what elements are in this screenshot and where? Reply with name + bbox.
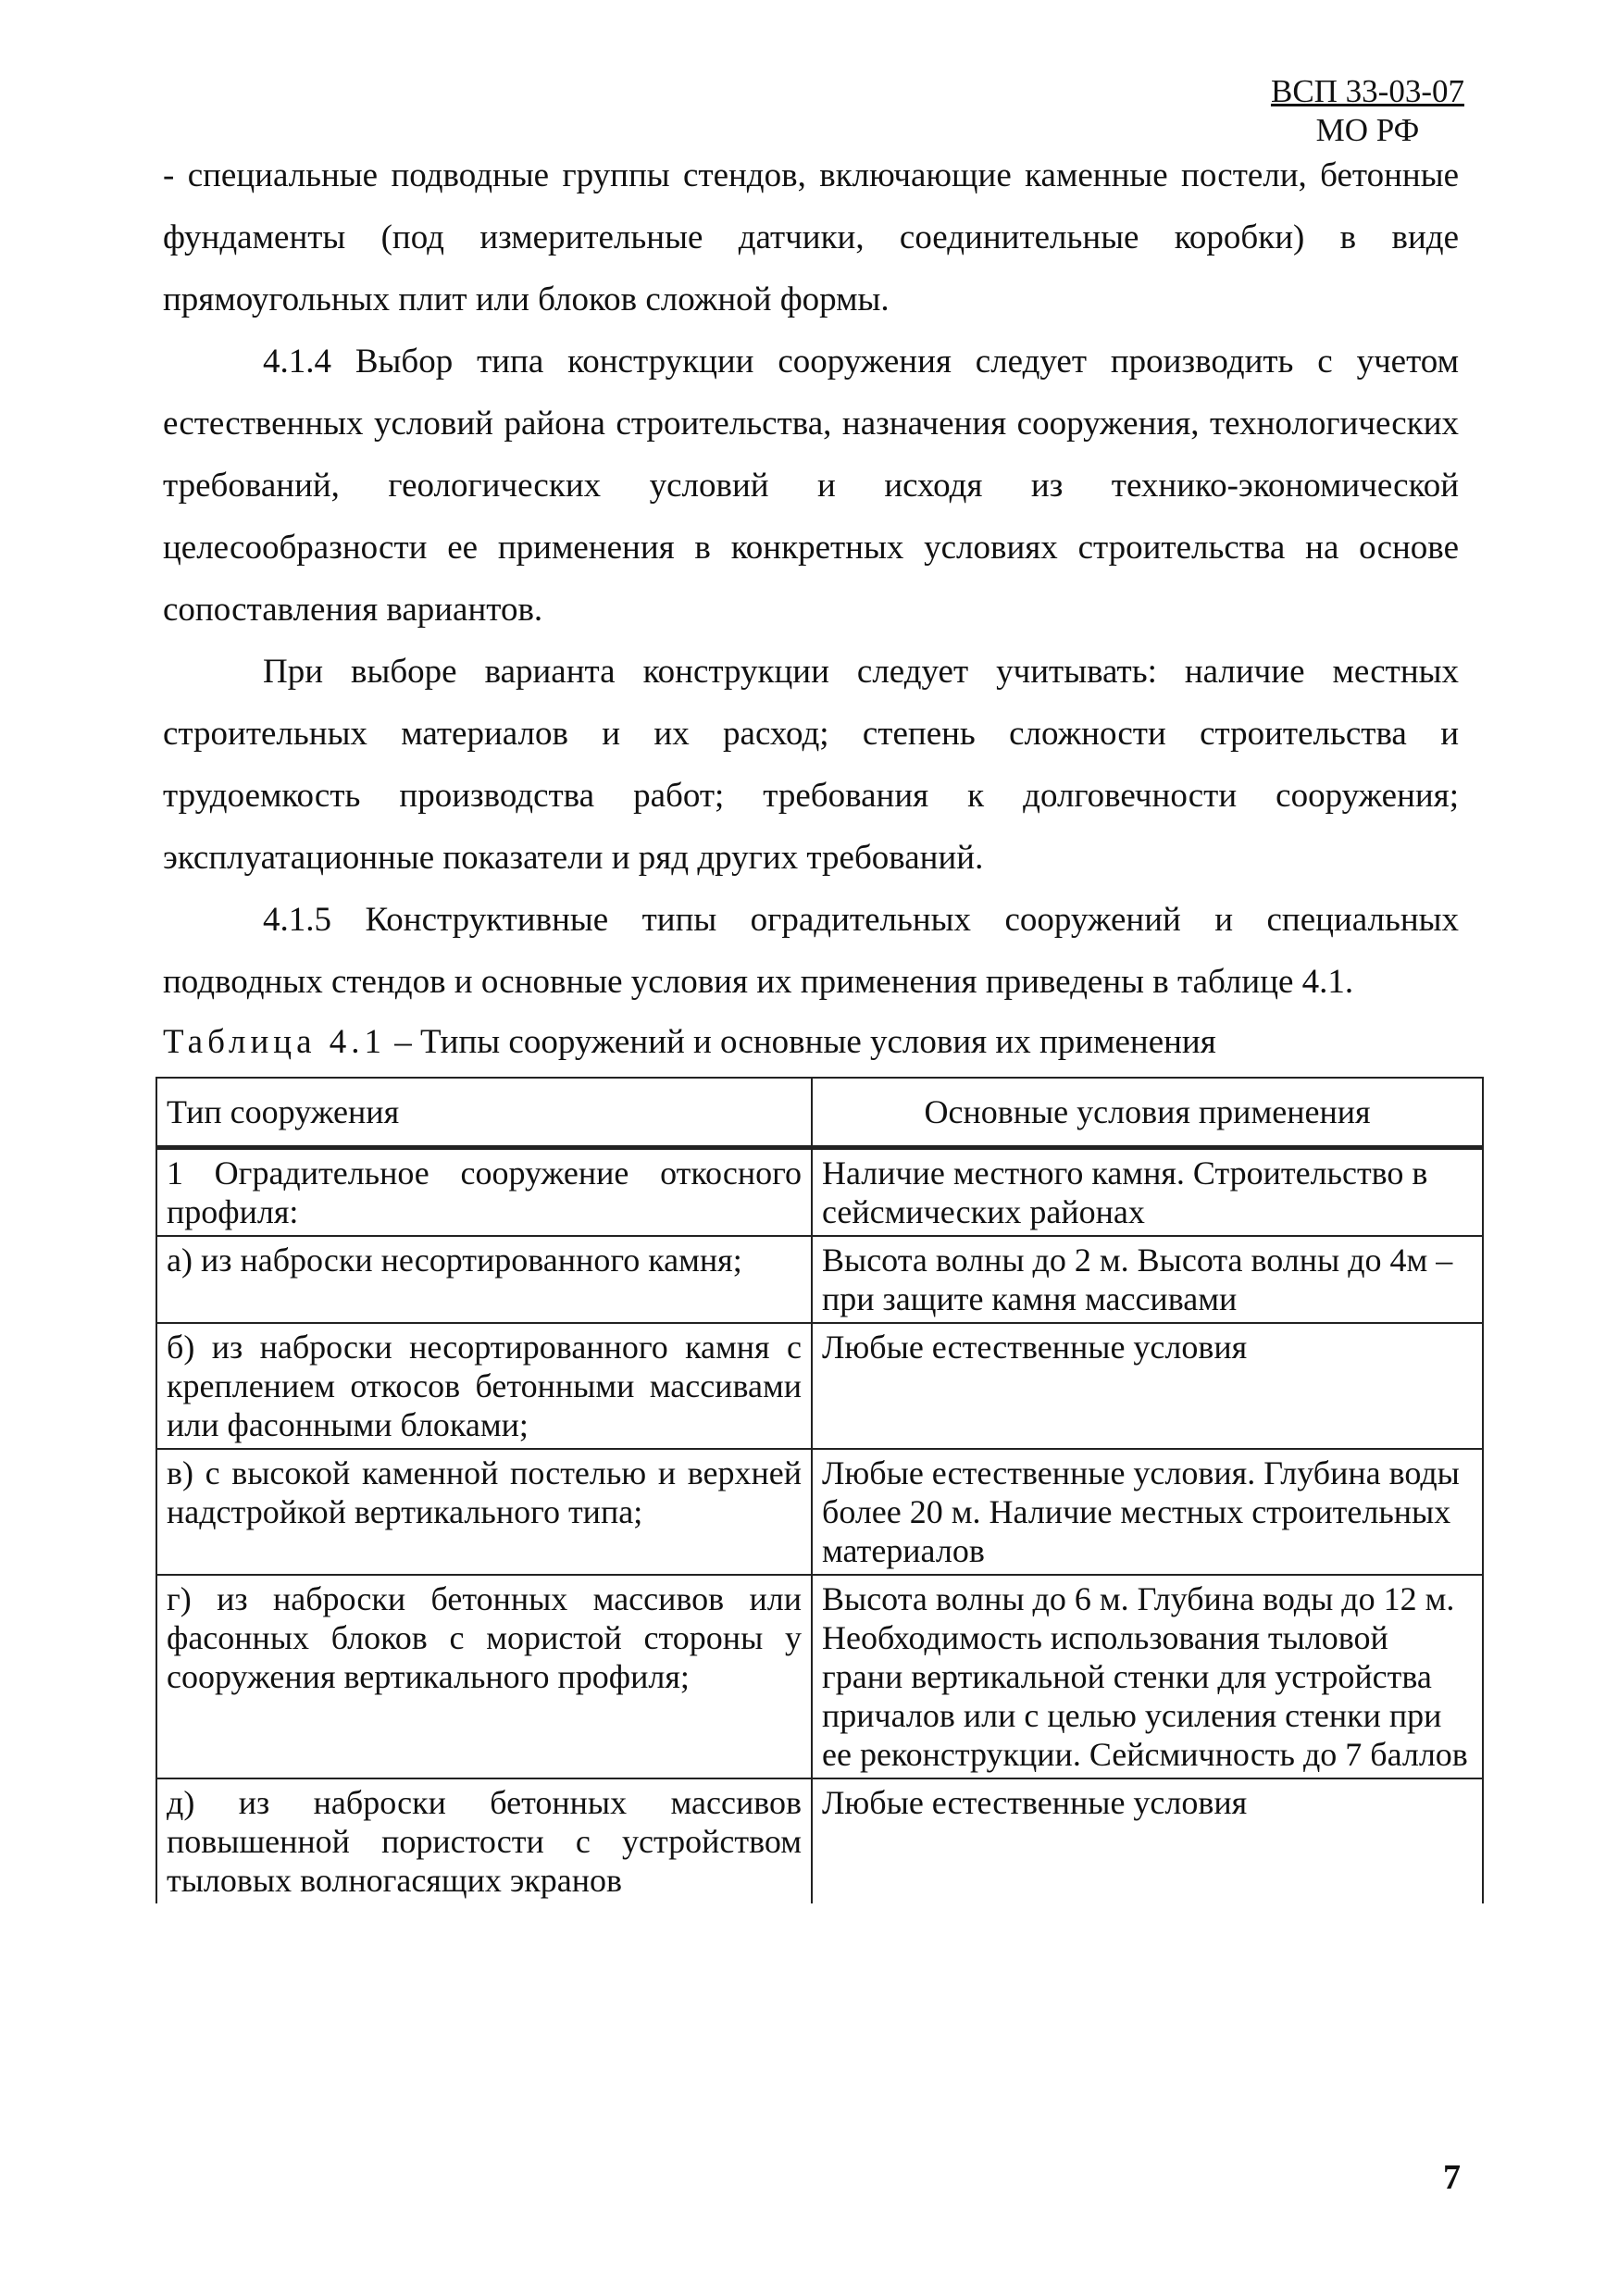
cell-structure-type: 1 Оградительное сооружение откосного профиля: <box>156 1148 812 1237</box>
paragraph-variant-choice: При выборе варианта конструкции следует учитывать: наличие местных строительных материалов и их расход; степень сложности строительства и трудоемкость производства работ; требования к долговечности сооружения; эксплуатационные показатели и ряд других требований. <box>163 653 1459 877</box>
cell-conditions: Высота волны до 2 м. Высота волны до 4м – при защите камня массивами <box>812 1236 1483 1323</box>
cell-conditions: Любые естественные условия. Глубина воды более 20 м. Наличие местных строительных материалов <box>812 1449 1483 1575</box>
cell-conditions: Наличие местного камня. Строительство в сейсмических районах <box>812 1148 1483 1237</box>
table-row <box>156 1575 1483 1778</box>
table-header-row <box>156 1078 1483 1148</box>
table-row <box>156 1148 1483 1237</box>
table-row <box>156 1778 1483 1903</box>
page-number: 7 <box>1443 2158 1461 2197</box>
structure-types-table <box>156 1077 1484 1903</box>
header-structure-type: Тип сооружения <box>156 1078 812 1148</box>
header-main-conditions: Основные условия применения <box>812 1078 1483 1148</box>
table-row <box>156 1323 1483 1449</box>
document-code: ВСП 33-03-07 <box>1270 73 1464 109</box>
table-caption-text: – Типы сооружений и основные условия их применения <box>386 1023 1216 1061</box>
cell-structure-type: б) из наброски несортированного камня с креплением откосов бетонными массивами или фасонными блоками; <box>156 1323 812 1449</box>
document-header <box>1271 72 1464 150</box>
cell-structure-type: д) из наброски бетонных массивов повышенной пористости с устройством тыловых волногасящих экранов <box>156 1778 812 1903</box>
paragraph-4-1-4: 4.1.4 Выбор типа конструкции сооружения следует производить с учетом естественных условий района строительства, назначения сооружения, технологических требований, геологических условий и исходя из технико-экономической целесообразности ее применения в конкретных условиях строительства на основе сопоставления вариантов. <box>163 343 1459 629</box>
cell-conditions: Высота волны до 6 м. Глубина воды до 12 м. Необходимость использования тыловой грани вертикальной стенки для устройства причалов или с целью усиления стенки при ее реконструкции. Сейсмичность до 7 баллов <box>812 1575 1483 1778</box>
cell-conditions: Любые естественные условия <box>812 1323 1483 1449</box>
cell-structure-type: г) из наброски бетонных массивов или фасонных блоков с мористой стороны у сооружения вертикального профиля; <box>156 1575 812 1778</box>
cell-conditions: Любые естественные условия <box>812 1778 1483 1903</box>
document-organization: МО РФ <box>1315 112 1420 148</box>
cell-structure-type: а) из наброски несортированного камня; <box>156 1236 812 1323</box>
body-text <box>163 144 1459 1072</box>
table-row <box>156 1236 1483 1323</box>
cell-structure-type: в) с высокой каменной постелью и верхней надстройкой вертикального типа; <box>156 1449 812 1575</box>
paragraph-4-1-5: 4.1.5 Конструктивные типы оградительных сооружений и специальных подводных стендов и основные условия их применения приведены в таблице 4.1. <box>163 901 1459 1001</box>
table-caption <box>163 1013 1459 1072</box>
table-caption-label: Таблица 4.1 <box>163 1023 386 1061</box>
paragraph-special-stands: - специальные подводные группы стендов, включающие каменные постели, бетонные фундаменты (под измерительные датчики, соединительные коробки) в виде прямоугольных плит или блоков сложной формы. <box>163 156 1459 318</box>
table-row <box>156 1449 1483 1575</box>
